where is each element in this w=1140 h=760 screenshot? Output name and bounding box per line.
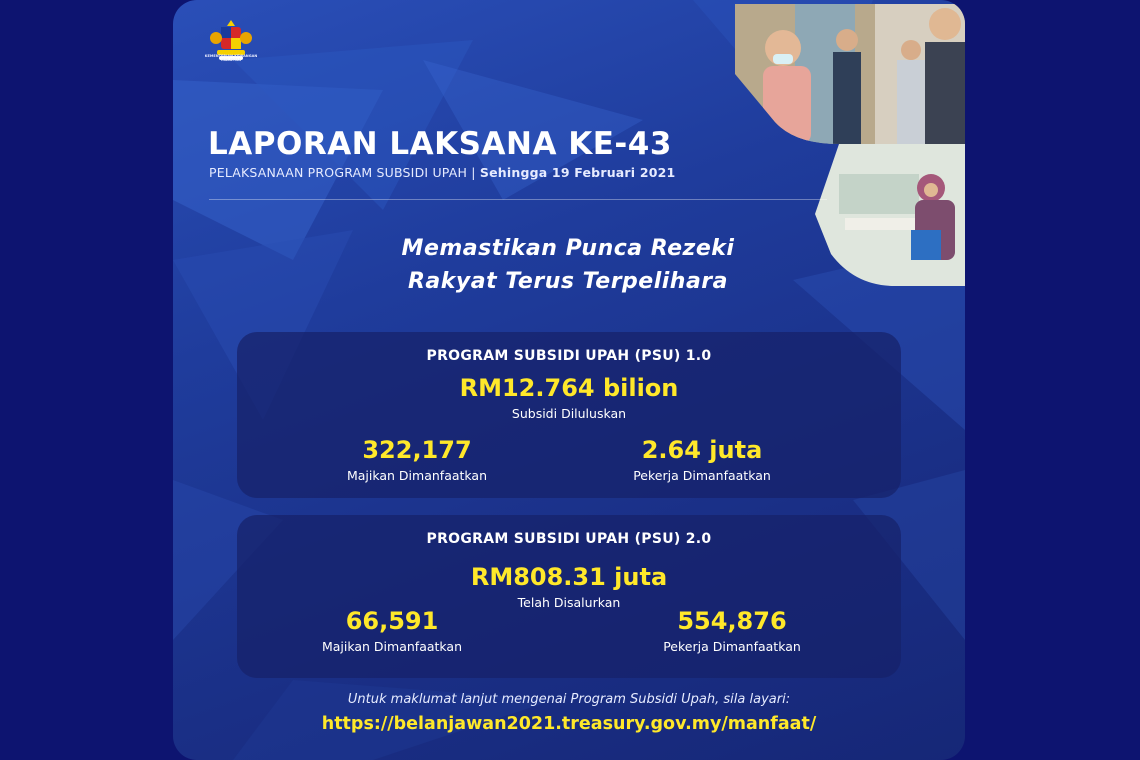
tagline xyxy=(363,232,773,298)
psu2-workers-label: Pekerja Dimanfaatkan xyxy=(663,639,801,654)
footer-note: Untuk maklumat lanjut mengenai Program Subsidi Upah, sila layari: xyxy=(347,692,791,707)
psu2-workers-value: 554,876 xyxy=(677,607,787,635)
psu1-amount: RM12.764 bilion xyxy=(459,374,679,402)
report-title: LAPORAN LAKSANA KE-43 xyxy=(208,126,672,162)
footer-url-link[interactable]: https://belanjawan2021.treasury.gov.my/manfaat/ xyxy=(321,714,817,734)
subtitle-program: PELAKSANAAN PROGRAM SUBSIDI UPAH xyxy=(209,165,468,180)
psu2-employers-value: 66,591 xyxy=(345,607,439,635)
psu2-title: PROGRAM SUBSIDI UPAH (PSU) 2.0 xyxy=(426,531,712,547)
psu1-employers-label: Majikan Dimanfaatkan xyxy=(346,468,488,483)
psu2-amount: RM808.31 juta xyxy=(470,563,668,591)
tagline-line-2: Rakyat Terus Terpelihara xyxy=(407,269,729,294)
infographic-poster xyxy=(173,0,965,760)
psu1-amount-label: Subsidi Diluluskan xyxy=(511,406,627,421)
psu1-workers-value: 2.64 juta xyxy=(641,436,763,464)
psu2-employers-label: Majikan Dimanfaatkan xyxy=(321,639,463,654)
header-divider xyxy=(209,199,827,200)
subtitle-date: Sehingga 19 Februari 2021 xyxy=(479,165,676,180)
psu1-title: PROGRAM SUBSIDI UPAH (PSU) 1.0 xyxy=(426,348,712,364)
psu2-amount-label: Telah Disalurkan xyxy=(517,595,621,610)
tagline-line-1: Memastikan Punca Rezeki xyxy=(401,236,735,261)
psu1-workers-label: Pekerja Dimanfaatkan xyxy=(633,468,771,483)
psu1-card xyxy=(237,332,901,498)
report-subtitle xyxy=(209,165,675,180)
psu1-employers-value: 322,177 xyxy=(362,436,472,464)
logo-caption: KEMENTERIAN KEWANGAN MALAYSIA xyxy=(204,54,258,62)
subtitle-separator: | xyxy=(467,165,480,180)
psu2-card xyxy=(237,515,901,678)
